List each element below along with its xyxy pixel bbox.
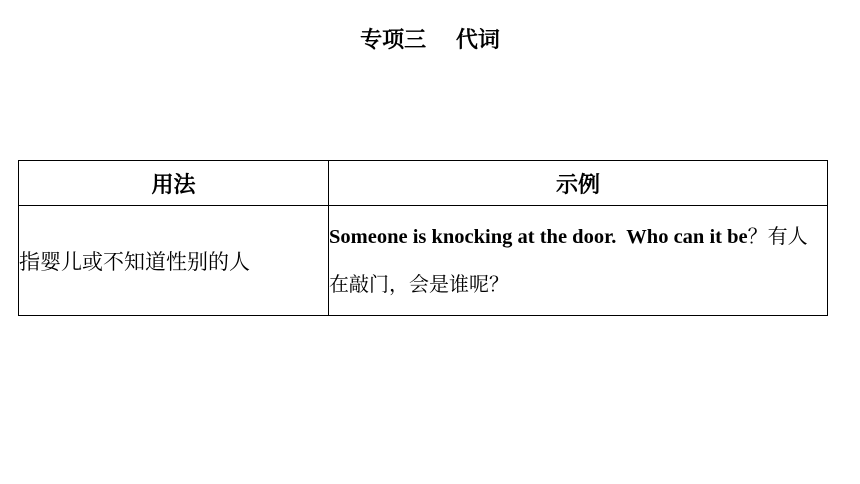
table-row xyxy=(19,206,828,316)
column-header-example: 示例 xyxy=(329,161,828,206)
example-cell xyxy=(329,206,828,316)
usage-table xyxy=(18,160,828,316)
usage-cell: 指婴儿或不知道性别的人 xyxy=(19,206,329,316)
table-header-row xyxy=(19,161,828,206)
example-chinese-translation: ？有人在敲门，会是谁呢？ xyxy=(329,224,808,296)
example-english-sentence: Someone is knocking at the door. Who can it be xyxy=(329,226,748,248)
column-header-usage: 用法 xyxy=(19,161,329,206)
slide-title: 专项三 代词 xyxy=(360,28,500,53)
